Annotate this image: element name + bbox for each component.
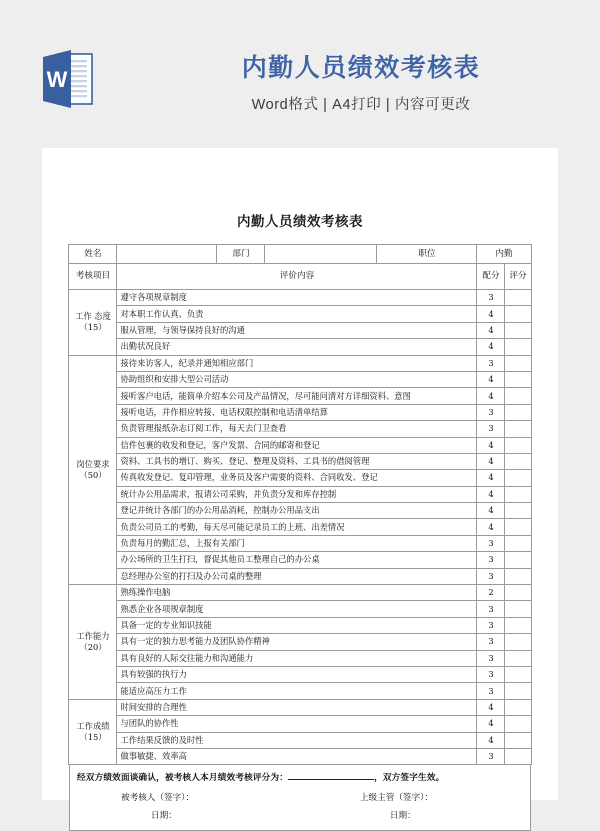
- allocated-points-cell: 3: [477, 421, 505, 437]
- allocated-points-cell: 4: [477, 322, 505, 338]
- department-value-cell[interactable]: [265, 245, 377, 264]
- criterion-content-cell: 与团队的协作性: [117, 716, 477, 732]
- score-blank-field[interactable]: [288, 771, 374, 780]
- score-input-cell[interactable]: [505, 306, 531, 322]
- score-input-cell[interactable]: [505, 290, 531, 306]
- score-input-cell[interactable]: [505, 748, 531, 764]
- table-row: [69, 453, 531, 469]
- allocated-points-cell: 4: [477, 371, 505, 387]
- criterion-content-cell: 统计办公用品需求，报请公司采购，并负责分发和库存控制: [117, 486, 477, 502]
- criterion-content-cell: 服从管理，与领导保持良好的沟通: [117, 322, 477, 338]
- score-input-cell[interactable]: [505, 601, 531, 617]
- score-input-cell[interactable]: [505, 585, 531, 601]
- criterion-content-cell: 接听电话，并作相应转接、电话权限控制和电话清单结算: [117, 404, 477, 420]
- title-block: [196, 52, 526, 114]
- allocated-points-cell: 3: [477, 568, 505, 584]
- criterion-content-cell: 熟悉企业各项规章制度: [117, 601, 477, 617]
- table-row: [69, 732, 531, 748]
- score-input-cell[interactable]: [505, 437, 531, 453]
- criterion-content-cell: 接听客户电话，能简单介绍本公司及产品情况，尽可能问清对方详细资料、意图: [117, 388, 477, 404]
- score-input-cell[interactable]: [505, 486, 531, 502]
- score-input-cell[interactable]: [505, 552, 531, 568]
- score-input-cell[interactable]: [505, 388, 531, 404]
- allocated-points-cell: 4: [477, 486, 505, 502]
- date-row: [77, 810, 523, 823]
- table-row: [69, 437, 531, 453]
- allocated-points-cell: 3: [477, 748, 505, 764]
- score-input-cell[interactable]: [505, 519, 531, 535]
- confirmation-block: [69, 765, 531, 831]
- allocated-points-cell: 4: [477, 519, 505, 535]
- score-input-cell[interactable]: [505, 421, 531, 437]
- score-input-cell[interactable]: [505, 617, 531, 633]
- criterion-content-cell: 遵守各项规章制度: [117, 290, 477, 306]
- score-input-cell[interactable]: [505, 339, 531, 355]
- allocated-points-cell: 4: [477, 388, 505, 404]
- column-header-content: 评价内容: [117, 264, 477, 290]
- svg-text:W: W: [46, 67, 68, 92]
- signature-row: [77, 792, 523, 805]
- criterion-content-cell: 具备一定的专业知识技能: [117, 617, 477, 633]
- table-row-columns: [69, 264, 531, 290]
- table-row: [69, 601, 531, 617]
- criterion-content-cell: 负责管理报纸杂志订阅工作，每天去门卫查看: [117, 421, 477, 437]
- section-label-cell: 岗位要求 （50）: [69, 355, 117, 584]
- table-row: [69, 568, 531, 584]
- table-row: [69, 666, 531, 682]
- criterion-content-cell: 做事敏捷、效率高: [117, 748, 477, 764]
- allocated-points-cell: 4: [477, 306, 505, 322]
- table-row: [69, 535, 531, 551]
- page-subtitle: Word格式 | A4打印 | 内容可更改: [251, 97, 471, 113]
- table-row: [69, 585, 531, 601]
- document-page: [42, 148, 558, 822]
- allocated-points-cell: 3: [477, 404, 505, 420]
- criterion-content-cell: 具有一定的独力思考能力及团队协作精神: [117, 634, 477, 650]
- allocated-points-cell: 2: [477, 585, 505, 601]
- column-header-score: 评分: [505, 264, 531, 290]
- allocated-points-cell: 3: [477, 290, 505, 306]
- table-row: [69, 404, 531, 420]
- criterion-content-cell: 登记并统计各部门的办公用品消耗，控制办公用品支出: [117, 503, 477, 519]
- score-input-cell[interactable]: [505, 568, 531, 584]
- employee-signature-label: 被考核人（签字）：: [121, 793, 195, 804]
- score-input-cell[interactable]: [505, 355, 531, 371]
- allocated-points-cell: 4: [477, 503, 505, 519]
- allocated-points-cell: 3: [477, 535, 505, 551]
- table-row: [69, 421, 531, 437]
- allocated-points-cell: 4: [477, 699, 505, 715]
- criterion-content-cell: 总经理办公室的打扫及办公司桌的整理: [117, 568, 477, 584]
- criterion-content-cell: 负责公司员工的考勤，每天尽可能记录员工的上班、出差情况: [117, 519, 477, 535]
- table-row: [69, 355, 531, 371]
- score-input-cell[interactable]: [505, 732, 531, 748]
- position-value-cell[interactable]: 内勤: [477, 245, 531, 264]
- criterion-content-cell: 传真收发登记、复印管理，业务员及客户需要的资料、合同收发、登记: [117, 470, 477, 486]
- allocated-points-cell: 3: [477, 355, 505, 371]
- table-row: [69, 290, 531, 306]
- criterion-content-cell: 具有良好的人际交往能力和沟通能力: [117, 650, 477, 666]
- allocated-points-cell: 4: [477, 716, 505, 732]
- name-value-cell[interactable]: [117, 245, 217, 264]
- allocated-points-cell: 3: [477, 634, 505, 650]
- employee-date-label: 日期：: [151, 811, 177, 822]
- score-input-cell[interactable]: [505, 699, 531, 715]
- table-row: [69, 371, 531, 387]
- table-row: [69, 503, 531, 519]
- score-input-cell[interactable]: [505, 371, 531, 387]
- criterion-content-cell: 接待来访客人，纪录并通知相应部门: [117, 355, 477, 371]
- table-body: [69, 245, 531, 765]
- criterion-content-cell: 负责每月的勤汇总，上报有关部门: [117, 535, 477, 551]
- allocated-points-cell: 4: [477, 339, 505, 355]
- page-title: 内勤人员绩效考核表: [241, 54, 481, 82]
- score-input-cell[interactable]: [505, 535, 531, 551]
- allocated-points-cell: 3: [477, 617, 505, 633]
- criterion-content-cell: 时间安排的合理性: [117, 699, 477, 715]
- allocated-points-cell: 3: [477, 650, 505, 666]
- criterion-content-cell: 工作结果反馈的及时性: [117, 732, 477, 748]
- confirmation-statement: [77, 771, 523, 785]
- manager-signature-label: 上级主管（签字）：: [359, 793, 433, 804]
- document-title: 内勤人员绩效考核表: [237, 214, 363, 230]
- table-row: [69, 650, 531, 666]
- table-row-info: [69, 245, 531, 264]
- allocated-points-cell: 3: [477, 552, 505, 568]
- score-input-cell[interactable]: [505, 453, 531, 469]
- criterion-content-cell: 能适应高压力工作: [117, 683, 477, 699]
- manager-date-label: 日期：: [389, 811, 416, 822]
- column-header-category: 考核项目: [69, 264, 117, 290]
- department-label: 部门: [217, 245, 265, 264]
- table-row: [69, 322, 531, 338]
- criterion-content-cell: 具有较强的执行力: [117, 666, 477, 682]
- table-row: [69, 388, 531, 404]
- score-input-cell[interactable]: [505, 503, 531, 519]
- criterion-content-cell: 信件包裹的收发和登记，客户发票、合同的邮寄和登记: [117, 437, 477, 453]
- table-row: [69, 552, 531, 568]
- section-label-cell: 工作成绩（15）: [69, 699, 117, 765]
- allocated-points-cell: 3: [477, 666, 505, 682]
- page-header: [0, 0, 600, 148]
- allocated-points-cell: 4: [477, 437, 505, 453]
- section-label-cell: 工作 态度 （15）: [69, 290, 117, 356]
- table-row: [69, 748, 531, 764]
- table-row: [69, 486, 531, 502]
- score-input-cell[interactable]: [505, 666, 531, 682]
- table-row: [69, 470, 531, 486]
- table-row: [69, 683, 531, 699]
- table-row: [69, 306, 531, 322]
- confirmation-suffix: ，双方签字生效。: [374, 773, 445, 784]
- column-header-allocated: 配分: [477, 264, 505, 290]
- criterion-content-cell: 对本职工作认真、负责: [117, 306, 477, 322]
- criterion-content-cell: 出勤状况良好: [117, 339, 477, 355]
- table-row: [69, 617, 531, 633]
- score-input-cell[interactable]: [505, 634, 531, 650]
- score-input-cell[interactable]: [505, 322, 531, 338]
- criterion-content-cell: 熟练操作电脑: [117, 585, 477, 601]
- score-input-cell[interactable]: [505, 716, 531, 732]
- allocated-points-cell: 3: [477, 683, 505, 699]
- table-row: [69, 519, 531, 535]
- word-document-icon: [40, 48, 96, 110]
- allocated-points-cell: 4: [477, 453, 505, 469]
- criterion-content-cell: 办公场所的卫生打扫，督促其他员工整理自己的办公桌: [117, 552, 477, 568]
- name-label: 姓名: [69, 245, 117, 264]
- criterion-content-cell: 协助组织和安排大型公司活动: [117, 371, 477, 387]
- score-input-cell[interactable]: [505, 683, 531, 699]
- score-input-cell[interactable]: [505, 404, 531, 420]
- table-row: [69, 716, 531, 732]
- allocated-points-cell: 3: [477, 601, 505, 617]
- section-label-cell: 工作能力（20）: [69, 585, 117, 700]
- score-input-cell[interactable]: [505, 650, 531, 666]
- table-row: [69, 339, 531, 355]
- confirmation-prefix: 经双方绩效面谈确认，被考核人本月绩效考核评分为：: [77, 773, 289, 784]
- criterion-content-cell: 资料、工具书的增订、购买、登记、整理及资料、工具书的借阅管理: [117, 453, 477, 469]
- performance-table: [68, 244, 531, 765]
- allocated-points-cell: 4: [477, 732, 505, 748]
- allocated-points-cell: 4: [477, 470, 505, 486]
- table-row: [69, 634, 531, 650]
- position-label: 职位: [377, 245, 477, 264]
- score-input-cell[interactable]: [505, 470, 531, 486]
- table-row: [69, 699, 531, 715]
